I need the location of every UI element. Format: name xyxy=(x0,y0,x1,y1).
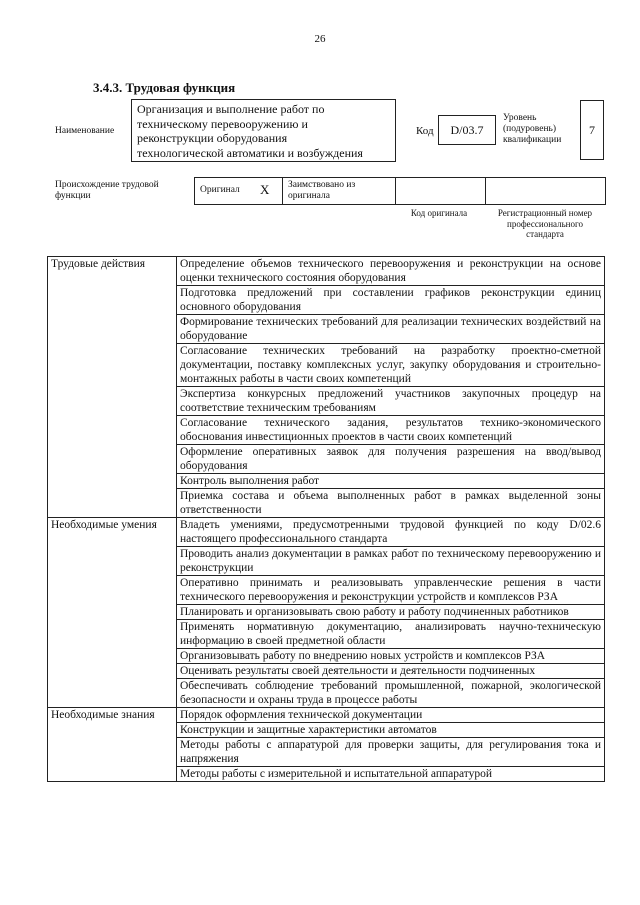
page-number: 26 xyxy=(314,33,326,45)
table-cell: Владеть умениями, предусмотренными трудовой функцией по коду D/02.6 настоящего профессионального стандарта xyxy=(177,518,605,547)
table-row xyxy=(48,708,605,723)
level-label-line: квалификации xyxy=(503,135,562,145)
section-title: Трудовые действия xyxy=(48,257,177,518)
original-mark: X xyxy=(260,182,270,197)
function-name-line: реконструкции оборудования xyxy=(137,131,288,145)
code-value: D/03.7 xyxy=(438,115,496,145)
name-label: Наименование xyxy=(55,126,115,136)
table-cell: Конструкции и защитные характеристики автоматов xyxy=(177,723,605,738)
original-label: Оригинал xyxy=(200,185,240,195)
table-cell: Согласование технического задания, результатов технико-экономического обоснования инвестиционных проектов в части своих компетенций xyxy=(177,416,605,445)
code-original-caption: Код оригинала xyxy=(410,208,468,218)
level-value: 7 xyxy=(580,100,604,160)
divider xyxy=(395,177,396,205)
table-cell: Оформление оперативных заявок для получения разрешения на ввод/вывод оборудования xyxy=(177,445,605,474)
original-cell xyxy=(195,177,283,205)
borrowed-label xyxy=(288,180,355,202)
level-label-line: (подуровень) xyxy=(503,124,557,134)
section-title: Необходимые знания xyxy=(48,708,177,782)
table-cell: Согласование технических требований на разработку проектно-сметной документации, поставку комплексных услуг, закупку оборудования и строительно-монтажных работы в части своих компетенций xyxy=(177,344,605,387)
table-row xyxy=(48,518,605,547)
table-cell: Методы работы с измерительной и испытательной аппаратурой xyxy=(177,767,605,782)
level-label-line: Уровень xyxy=(503,113,537,123)
section-title: Необходимые умения xyxy=(48,518,177,708)
table-cell: Контроль выполнения работ xyxy=(177,474,605,489)
table-row xyxy=(48,257,605,286)
table-cell: Определение объемов технического перевооружения и реконструкции на основе оценки технического состояния оборудования xyxy=(177,257,605,286)
table-cell: Порядок оформления технической документации xyxy=(177,708,605,723)
section-heading: 3.4.3. Трудовая функция xyxy=(93,80,236,95)
function-name-line: технологической автоматики и возбуждения xyxy=(137,145,363,160)
reg-number-caption-line: стандарта xyxy=(526,229,564,239)
labor-function-table xyxy=(47,256,605,782)
function-name-line: Организация и выполнение работ по xyxy=(137,102,325,116)
table-cell: Экспертиза конкурсных предложений участников закупочных процедур на соответствие техническим требованиям xyxy=(177,387,605,416)
table-cell: Проводить анализ документации в рамках работ по техническому перевооружению и реконструкции xyxy=(177,547,605,576)
table-cell: Оценивать результаты своей деятельности и деятельности подчиненных xyxy=(177,664,605,679)
origin-label xyxy=(55,180,159,202)
borrowed-label-line: оригинала xyxy=(288,191,330,201)
function-name-line: техническому перевооружению и xyxy=(137,116,308,131)
table-cell: Подготовка предложений при составлении графиков реконструкции единиц основного оборудования xyxy=(177,286,605,315)
table-cell: Обеспечивать соблюдение требований промышленной, пожарной, экологической безопасности и охраны труда в процессе работы xyxy=(177,679,605,708)
reg-number-caption xyxy=(484,208,606,240)
level-label xyxy=(503,113,561,146)
table-cell: Планировать и организовывать свою работу и работу подчиненных работников xyxy=(177,605,605,620)
table-cell: Применять нормативную документацию, анализировать научно-техническую информацию в своей предметной области xyxy=(177,620,605,649)
table-cell: Оперативно принимать и реализовывать управленческие решения в части технического перевооружения и реконструкции устройств и комплексов РЗА xyxy=(177,576,605,605)
table-cell: Методы работы с аппаратурой для проверки защиты, для регулирования тока и напряжения xyxy=(177,738,605,767)
divider xyxy=(485,177,486,205)
origin-label-line: функции xyxy=(55,191,91,201)
function-name-box xyxy=(131,99,396,162)
table-cell: Формирование технических требований для реализации технических воздействий на оборудование xyxy=(177,315,605,344)
origin-label-line: Происхождение трудовой xyxy=(55,180,159,190)
origin-row xyxy=(194,177,606,205)
table-cell: Приемка состава и объема выполненных работ в рамках выделенной зоны ответственности xyxy=(177,489,605,518)
reg-number-caption-line: профессионального xyxy=(507,218,583,229)
code-label: Код xyxy=(416,125,434,137)
reg-number-caption-line: Регистрационный номер xyxy=(497,208,593,218)
table-cell: Организовывать работу по внедрению новых устройств и комплексов РЗА xyxy=(177,649,605,664)
borrowed-label-line: Заимствовано из xyxy=(288,180,356,190)
